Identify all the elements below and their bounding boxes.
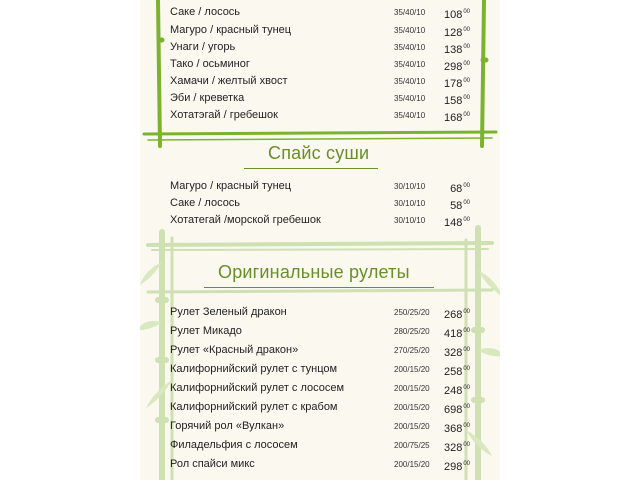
item-name: Филадельфия с лососем bbox=[170, 439, 298, 451]
item-price: $158^{00}$ bbox=[443, 95, 470, 107]
menu-item bbox=[170, 456, 470, 472]
menu-item bbox=[170, 304, 470, 320]
item-name: Унаги / угорь bbox=[170, 41, 236, 53]
item-weight: 35/40/10 bbox=[394, 94, 426, 103]
item-name: Рулет «Красный дракон» bbox=[170, 344, 299, 356]
item-weight: 270/25/20 bbox=[394, 346, 430, 355]
menu-item bbox=[170, 178, 470, 194]
menu-item bbox=[170, 90, 470, 106]
item-price: $148^{00}$ bbox=[443, 217, 470, 229]
item-name: Эби / креветка bbox=[170, 92, 245, 104]
item-name: Саке / лосось bbox=[170, 6, 241, 18]
item-price: $108^{00}$ bbox=[443, 9, 470, 21]
item-price: $58^{00}$ bbox=[450, 200, 470, 212]
menu-item bbox=[170, 195, 470, 211]
title-underline bbox=[204, 287, 434, 288]
item-weight: 200/15/20 bbox=[394, 422, 430, 431]
item-weight: 35/40/10 bbox=[394, 60, 426, 69]
item-price: $698^{00}$ bbox=[443, 404, 470, 416]
item-weight: 35/40/10 bbox=[394, 8, 426, 17]
item-name: Калифорнийский рулет с крабом bbox=[170, 401, 338, 413]
menu-item bbox=[170, 323, 470, 339]
menu-item bbox=[170, 73, 470, 89]
item-price: $258^{00}$ bbox=[443, 366, 470, 378]
item-price: $178^{00}$ bbox=[443, 78, 470, 90]
menu-item bbox=[170, 212, 470, 228]
item-weight: 200/75/25 bbox=[394, 441, 430, 450]
item-weight: 30/10/10 bbox=[394, 182, 426, 191]
item-price: $298^{00}$ bbox=[443, 461, 470, 473]
menu-page bbox=[140, 0, 500, 480]
item-weight: 200/15/20 bbox=[394, 384, 430, 393]
menu-item bbox=[170, 107, 470, 123]
item-weight: 30/10/10 bbox=[394, 199, 426, 208]
item-name: Саке / лосось bbox=[170, 197, 241, 209]
menu-item bbox=[170, 380, 470, 396]
item-price: $128^{00}$ bbox=[443, 27, 470, 39]
item-weight: 35/40/10 bbox=[394, 111, 426, 120]
item-weight: 35/40/10 bbox=[394, 77, 426, 86]
item-weight: 200/15/20 bbox=[394, 403, 430, 412]
item-name: Хотатегай /морской гребешок bbox=[170, 214, 321, 226]
item-price: $418^{00}$ bbox=[443, 328, 470, 340]
menu-item bbox=[170, 56, 470, 72]
item-weight: 200/15/20 bbox=[394, 460, 430, 469]
item-name: Рулет Микадо bbox=[170, 325, 242, 337]
section-title: Спайс суши bbox=[268, 143, 370, 163]
menu-item bbox=[170, 342, 470, 358]
item-name: Магуро / красный тунец bbox=[170, 24, 292, 36]
item-price: $248^{00}$ bbox=[443, 385, 470, 397]
item-price: $368^{00}$ bbox=[443, 423, 470, 435]
item-name: Горячий рол «Вулкан» bbox=[170, 420, 285, 432]
item-price: $268^{00}$ bbox=[443, 309, 470, 321]
menu-item bbox=[170, 418, 470, 434]
menu-item bbox=[170, 437, 470, 453]
item-weight: 200/15/20 bbox=[394, 365, 430, 374]
menu-item bbox=[170, 4, 470, 20]
item-name: Рулет Зеленый дракон bbox=[170, 306, 287, 318]
item-name: Магуро / красный тунец bbox=[170, 180, 292, 192]
item-weight: 30/10/10 bbox=[394, 216, 426, 225]
item-name: Калифорнийский рулет с тунцом bbox=[170, 363, 338, 375]
item-price: $328^{00}$ bbox=[443, 442, 470, 454]
item-price: $298^{00}$ bbox=[443, 61, 470, 73]
item-weight: 280/25/20 bbox=[394, 327, 430, 336]
section-title: Оригинальные рулеты bbox=[218, 262, 410, 282]
item-name: Хотатэгай / гребешок bbox=[170, 109, 278, 121]
item-price: $328^{00}$ bbox=[443, 347, 470, 359]
item-name: Рол спайси микс bbox=[170, 458, 255, 470]
item-price: $138^{00}$ bbox=[443, 44, 470, 56]
item-price: $68^{00}$ bbox=[450, 183, 470, 195]
menu-item bbox=[170, 39, 470, 55]
item-weight: 35/40/10 bbox=[394, 43, 426, 52]
title-underline bbox=[244, 168, 378, 169]
item-name: Хамачи / желтый хвост bbox=[170, 75, 288, 87]
menu-item bbox=[170, 22, 470, 38]
item-price: $168^{00}$ bbox=[443, 112, 470, 124]
item-name: Тако / осьминог bbox=[170, 58, 250, 70]
menu-item bbox=[170, 361, 470, 377]
menu-item bbox=[170, 399, 470, 415]
item-weight: 35/40/10 bbox=[394, 26, 426, 35]
item-name: Калифорнийский рулет с лососем bbox=[170, 382, 345, 394]
item-weight: 250/25/20 bbox=[394, 308, 430, 317]
